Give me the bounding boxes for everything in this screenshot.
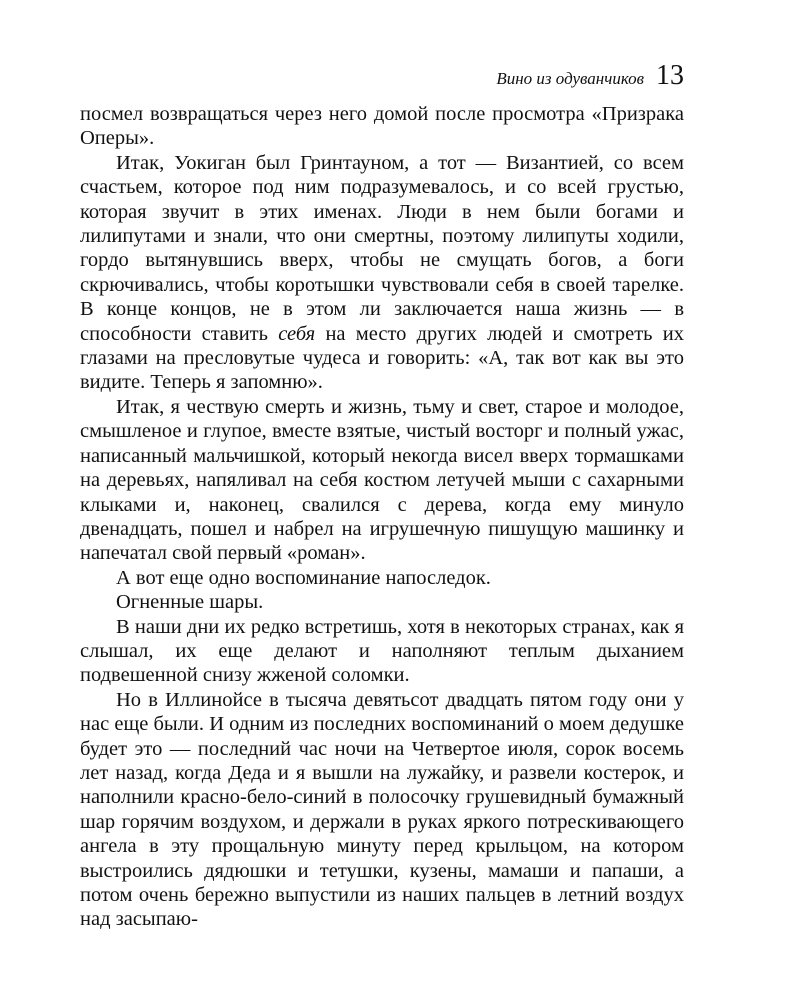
book-page bbox=[80, 60, 684, 932]
paragraph bbox=[80, 590, 684, 614]
paragraph bbox=[80, 102, 684, 151]
paragraph-text: посмел возвращаться через него домой после просмотра «Призрака Оперы». bbox=[80, 103, 684, 150]
paragraph bbox=[80, 566, 684, 590]
paragraph-text: Но в Иллинойсе в тысяча девятьсот двадцать пятом году они у нас еще были. И одним из последних воспоминаний о моем дедушке будет это — последний час ночи на Четвертое июля, сорок восемь лет назад, когда Деда и я вышли на лужайку, и развели костерок, и наполнили красно-бело-синий в полосочку грушевидный бумажный шар горячим воздухом, и держали в руках яркого потрескивающего ангела в эту прощальную минуту перед крыльцом, на котором выстроились дядюшки и тетушки, кузены, мамаши и папаши, а потом очень бережно выпустили из наших пальцев в летний воздух над засыпаю- bbox=[80, 688, 684, 931]
paragraph bbox=[80, 615, 684, 688]
paragraph-text: Итак, Уокиган был Гринтауном, а тот — Византией, со всем счастьем, которое под ним подразумевалось, и со всей грустью, которая звучит в этих именах. Люди в нем были богами и лилипутами и знали, что они смертны, поэтому лилипуты ходили, гордо вытянувшись вверх, чтобы не смущать богов, а боги скрючивались, чтобы коротышки чувствовали себя в своей тарелке. В конце концов, не в этом ли заключается наша жизнь — в способности ставить bbox=[80, 151, 684, 345]
body-text bbox=[80, 102, 684, 932]
paragraph-text: В наши дни их редко встретишь, хотя в некоторых странах, как я слышал, их еще делают и наполняют теплым дыханием подвешенной снизу жженой соломки. bbox=[80, 615, 684, 687]
paragraph-text: А вот еще одно воспоминание напоследок. bbox=[116, 566, 491, 589]
paragraph bbox=[80, 395, 684, 566]
paragraph bbox=[80, 151, 684, 395]
paragraph-text: на место других людей и смотреть их глазами на пресловутые чудеса и говорить: «А, так вот как вы это видите. Теперь я запомню». bbox=[80, 322, 684, 394]
running-title: Вино из одуванчиков bbox=[496, 69, 644, 88]
page-number: 13 bbox=[656, 60, 684, 91]
italic-text: себя bbox=[278, 322, 316, 345]
paragraph bbox=[80, 688, 684, 932]
paragraph-text: Огненные шары. bbox=[116, 591, 264, 614]
running-header bbox=[80, 60, 684, 96]
paragraph-text: Итак, я чествую смерть и жизнь, тьму и свет, старое и молодое, смышленое и глупое, вместе взятые, чистый восторг и полный ужас, написанный мальчишкой, который некогда висел вверх тормашками на деревьях, напяливал на себя костюм летучей мыши с сахарными клыками и, наконец, свалился с дерева, когда ему минуло двенадцать, пошел и набрел на игрушечную пишущую машинку и напечатал свой первый «роман». bbox=[80, 395, 684, 565]
